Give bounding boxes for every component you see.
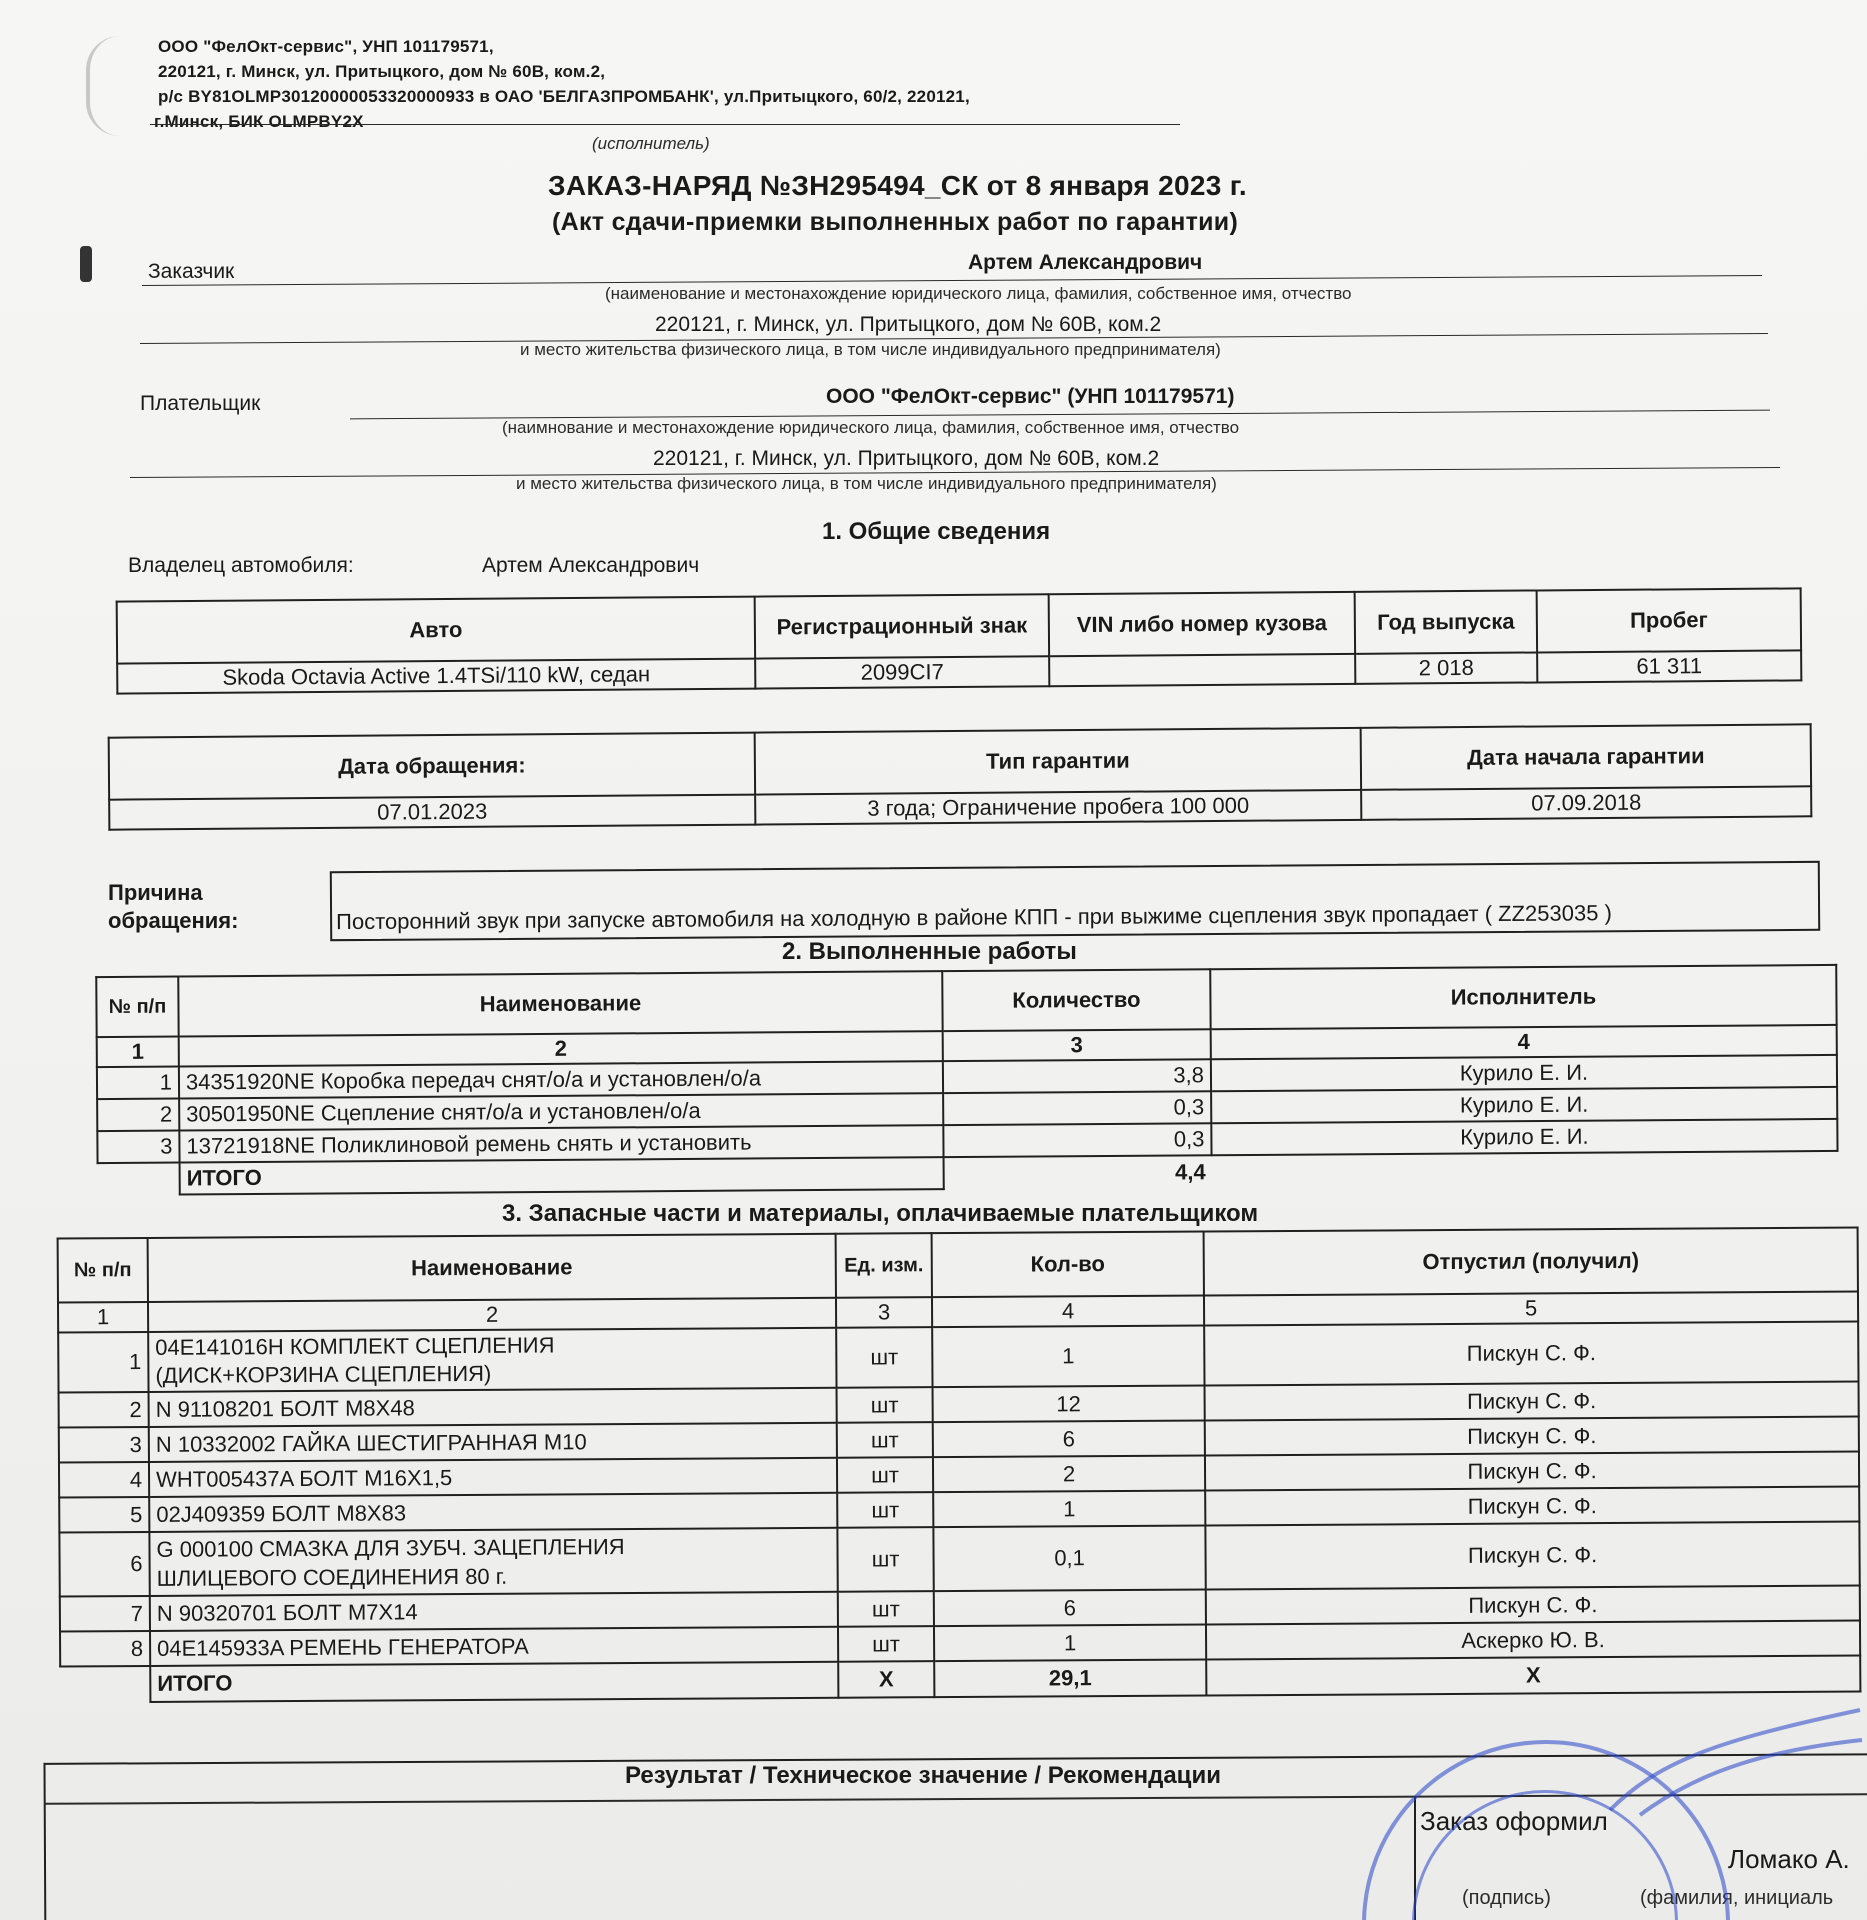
car-model: Skoda Octavia Active 1.4TSi/110 kW, седан bbox=[117, 659, 755, 694]
parts-row-unit: шт bbox=[838, 1626, 934, 1662]
executor-line-2: 220121, г. Минск, ул. Притыцкого, дом № 60В, ком.2, bbox=[158, 62, 606, 81]
parts-row-name bbox=[148, 1328, 836, 1392]
executor-line-1: ООО "ФелОкт-сервис", УНП 101179571, bbox=[158, 37, 494, 56]
reason-label-1: Причина bbox=[108, 880, 203, 905]
section-1-title: 1. Общие сведения bbox=[822, 518, 1051, 545]
parts-row-num: 8 bbox=[60, 1631, 150, 1667]
executor-block bbox=[154, 34, 1208, 134]
payer-name: ООО "ФелОкт-сервис" (УНП 101179571) bbox=[826, 385, 1235, 408]
car-header-reg: Регистрационный знак bbox=[755, 594, 1049, 658]
works-row-num: 3 bbox=[97, 1131, 179, 1164]
works-row-name: 34351920NE Коробка передач снят/о/а и установлен/о/а bbox=[179, 1061, 943, 1098]
payer-label: Плательщик bbox=[140, 392, 261, 415]
page-edge-shadow bbox=[86, 36, 120, 136]
parts-row-qty: 0,1 bbox=[933, 1525, 1205, 1591]
customer-caption-1: (наименование и местонахождение юридического лица, фамилия, собственное имя, отчество bbox=[605, 284, 1352, 303]
parts-row-qty: 1 bbox=[934, 1624, 1206, 1661]
parts-row-qty: 6 bbox=[933, 1420, 1205, 1457]
parts-row-person: Пискун С. Ф. bbox=[1204, 1322, 1858, 1386]
signature-scribble bbox=[1600, 1700, 1867, 1820]
parts-colnum-4: 4 bbox=[932, 1296, 1204, 1328]
parts-row-qty: 1 bbox=[932, 1325, 1204, 1387]
customer-name: Артем Александрович bbox=[968, 251, 1203, 274]
warranty-header-start: Дата начала гарантии bbox=[1361, 724, 1811, 790]
executor-line-3: р/с BY81OLMP30120000053320000933 в ОАО 'БЕЛГАЗПРОМБАНК', ул.Притыцкого, 60/2, 220121, bbox=[158, 87, 970, 106]
parts-row-qty: 1 bbox=[933, 1490, 1205, 1527]
works-row-name: 13721918NE Поликлиновой ремень снять и установить bbox=[179, 1125, 943, 1162]
parts-row-person: Пискун С. Ф. bbox=[1205, 1452, 1859, 1491]
parts-header-unit: Ед. изм. bbox=[836, 1233, 932, 1298]
customer-address: 220121, г. Минск, ул. Притыцкого, дом № 60В, ком.2 bbox=[655, 313, 1162, 336]
reason-label-2: обращения: bbox=[108, 908, 239, 933]
car-mileage: 61 311 bbox=[1537, 650, 1801, 682]
works-header-qty: Количество bbox=[942, 969, 1210, 1031]
parts-row-name: N 90320701 БОЛТ М7Х14 bbox=[150, 1592, 838, 1631]
parts-row bbox=[59, 1522, 1859, 1597]
warranty-start-date: 07.09.2018 bbox=[1361, 786, 1811, 820]
parts-row bbox=[58, 1322, 1858, 1393]
works-row-name: 30501950NE Сцепление снят/о/а и установлен/о/а bbox=[179, 1093, 943, 1130]
car-reg-plate: 2099CI7 bbox=[755, 656, 1049, 688]
parts-row-name-line-2: (ДИСК+КОРЗИНА СЦЕПЛЕНИЯ) bbox=[155, 1360, 492, 1388]
parts-total-person: Х bbox=[1206, 1655, 1860, 1695]
parts-row-num: 5 bbox=[59, 1497, 149, 1533]
parts-total-label: ИТОГО bbox=[150, 1662, 838, 1702]
parts-colnum-3: 3 bbox=[836, 1297, 932, 1328]
car-header-auto: Авто bbox=[117, 597, 755, 664]
parts-row-name: N 10332002 ГАЙКА ШЕСТИГРАННАЯ М10 bbox=[149, 1423, 837, 1462]
parts-total-blank bbox=[60, 1666, 150, 1703]
owner-label: Владелец автомобиля: bbox=[128, 554, 354, 577]
car-header-year: Год выпуска bbox=[1355, 590, 1537, 653]
works-row-executor: Курило Е. И. bbox=[1211, 1119, 1837, 1155]
parts-row-num: 4 bbox=[59, 1462, 149, 1498]
name-caption: (фамилия, инициаль bbox=[1640, 1887, 1834, 1909]
car-header-mileage: Пробег bbox=[1537, 588, 1801, 652]
parts-row-person: Пискун С. Ф. bbox=[1205, 1382, 1859, 1421]
parts-header-num: № п/п bbox=[58, 1238, 148, 1303]
owner-name: Артем Александрович bbox=[482, 554, 700, 577]
car-table bbox=[116, 587, 1803, 694]
punch-mark bbox=[80, 246, 92, 282]
executor-caption: (исполнитель) bbox=[592, 134, 710, 153]
parts-table bbox=[57, 1227, 1862, 1704]
car-year: 2 018 bbox=[1355, 652, 1537, 683]
works-colnum-1: 1 bbox=[97, 1037, 179, 1068]
works-header-num: № п/п bbox=[96, 977, 178, 1038]
section-2-title: 2. Выполненные работы bbox=[782, 938, 1077, 965]
works-row-qty: 3,8 bbox=[943, 1059, 1211, 1093]
parts-row-num: 2 bbox=[59, 1392, 149, 1428]
customer-label: Заказчик bbox=[148, 260, 235, 283]
parts-row-unit: шт bbox=[837, 1387, 933, 1423]
works-row-executor: Курило Е. И. bbox=[1211, 1055, 1837, 1091]
parts-colnum-1: 1 bbox=[58, 1302, 148, 1333]
parts-row-name: 04E145933A РЕМЕНЬ ГЕНЕРАТОРА bbox=[150, 1627, 838, 1666]
request-date: 07.01.2023 bbox=[109, 795, 755, 830]
works-header-executor: Исполнитель bbox=[1210, 965, 1836, 1029]
parts-header-name: Наименование bbox=[148, 1234, 836, 1302]
warranty-type: 3 года; Ограничение пробега 100 000 bbox=[755, 790, 1361, 825]
parts-row-person: Пискун С. Ф. bbox=[1205, 1487, 1859, 1526]
result-title: Результат / Техническое значение / Рекомендации bbox=[625, 1762, 1221, 1789]
parts-total-unit: Х bbox=[838, 1661, 934, 1698]
works-header-name: Наименование bbox=[178, 971, 942, 1036]
parts-row-num: 7 bbox=[60, 1596, 150, 1632]
parts-row-qty: 6 bbox=[934, 1589, 1206, 1626]
reason-text: Посторонний звук при запуске автомобиля на холодную в районе КПП - при выжиме сцепления звук пропадает ( ZZ253035 ) bbox=[336, 900, 1612, 935]
works-row-executor: Курило Е. И. bbox=[1211, 1087, 1837, 1123]
parts-row-num: 6 bbox=[59, 1532, 149, 1597]
parts-row-unit: шт bbox=[837, 1457, 933, 1493]
works-colnum-4: 4 bbox=[1211, 1025, 1837, 1059]
works-total-label: ИТОГО bbox=[180, 1157, 944, 1194]
works-row-num: 2 bbox=[97, 1099, 179, 1132]
parts-row-unit: шт bbox=[837, 1492, 933, 1528]
document-subtitle: (Акт сдачи-приемки выполненных работ по гарантии) bbox=[552, 208, 1239, 236]
parts-row-name: N 91108201 БОЛТ М8Х48 bbox=[149, 1388, 837, 1427]
parts-row-name-line-2: ШЛИЦЕВОГО СОЕДИНЕНИЯ 80 г. bbox=[156, 1563, 508, 1591]
works-row-num: 1 bbox=[97, 1067, 179, 1100]
parts-row-num: 1 bbox=[58, 1332, 148, 1393]
works-row-qty: 0,3 bbox=[943, 1091, 1211, 1125]
section-3-title: 3. Запасные части и материалы, оплачиваемые плательщиком bbox=[502, 1200, 1259, 1227]
parts-row-name-line-1: G 000100 СМАЗКА ДЛЯ ЗУБЧ. ЗАЦЕПЛЕНИЯ bbox=[156, 1534, 625, 1562]
payer-caption-2: и место жительства физического лица, в том числе индивидуального предпринимателя) bbox=[516, 474, 1217, 493]
document-title: ЗАКАЗ-НАРЯД №ЗН295494_СК от 8 января 2023 г. bbox=[548, 170, 1247, 201]
parts-row-name: 02J409359 БОЛТ М8Х83 bbox=[149, 1493, 837, 1532]
parts-row-unit: шт bbox=[837, 1422, 933, 1458]
parts-total-qty: 29,1 bbox=[934, 1659, 1206, 1697]
reason-box bbox=[330, 861, 1820, 941]
works-row-qty: 0,3 bbox=[943, 1123, 1211, 1157]
parts-header-qty: Кол-во bbox=[932, 1232, 1204, 1298]
car-vin bbox=[1049, 654, 1355, 686]
parts-row-person: Пискун С. Ф. bbox=[1205, 1522, 1859, 1590]
parts-row-person: Аскерко Ю. В. bbox=[1206, 1620, 1860, 1659]
payer-address: 220121, г. Минск, ул. Притыцкого, дом № 60В, ком.2 bbox=[653, 447, 1160, 470]
car-header-vin: VIN либо номер кузова bbox=[1049, 592, 1355, 656]
signature-caption: (подпись) bbox=[1462, 1887, 1551, 1909]
warranty-header-type: Тип гарантии bbox=[755, 728, 1361, 795]
works-total-qty: 4,4 bbox=[944, 1155, 1212, 1189]
works-table bbox=[95, 964, 1838, 1196]
customer-caption-2: и место жительства физического лица, в том числе индивидуального предпринимателя) bbox=[520, 340, 1221, 359]
parts-colnum-5: 5 bbox=[1204, 1292, 1858, 1326]
parts-row-qty: 2 bbox=[933, 1455, 1205, 1492]
ordered-label: Заказ оформил bbox=[1420, 1806, 1608, 1836]
warranty-table bbox=[108, 723, 1813, 830]
works-colnum-3: 3 bbox=[943, 1029, 1211, 1061]
works-total-blank bbox=[98, 1162, 180, 1195]
parts-header-person: Отпустил (получил) bbox=[1204, 1228, 1858, 1296]
works-total-blank-2 bbox=[1212, 1151, 1838, 1187]
executor-underline bbox=[150, 124, 1180, 125]
executor-line-4: г.Минск, БИК OLMPBY2X bbox=[154, 112, 364, 131]
parts-row-name-line-1: 04E141016H КОМПЛЕКТ СЦЕПЛЕНИЯ bbox=[155, 1332, 555, 1360]
parts-row-qty: 12 bbox=[933, 1385, 1205, 1422]
parts-row-name bbox=[149, 1528, 837, 1596]
parts-row-person: Пискун С. Ф. bbox=[1206, 1585, 1860, 1624]
parts-row-unit: шт bbox=[837, 1527, 933, 1592]
payer-caption-1: (наимнование и местонахождение юридического лица, фамилия, собственное имя, отчество bbox=[502, 418, 1240, 437]
warranty-header-date: Дата обращения: bbox=[109, 733, 755, 800]
parts-row-person: Пискун С. Ф. bbox=[1205, 1417, 1859, 1456]
works-colnum-2: 2 bbox=[179, 1031, 943, 1066]
parts-colnum-2: 2 bbox=[148, 1298, 836, 1332]
parts-row-unit: шт bbox=[836, 1327, 932, 1388]
parts-row-name: WHT005437A БОЛТ М16Х1,5 bbox=[149, 1458, 837, 1497]
ordered-name: Ломако А. bbox=[1728, 1844, 1850, 1874]
parts-row-unit: шт bbox=[838, 1591, 934, 1627]
parts-row-num: 3 bbox=[59, 1427, 149, 1463]
